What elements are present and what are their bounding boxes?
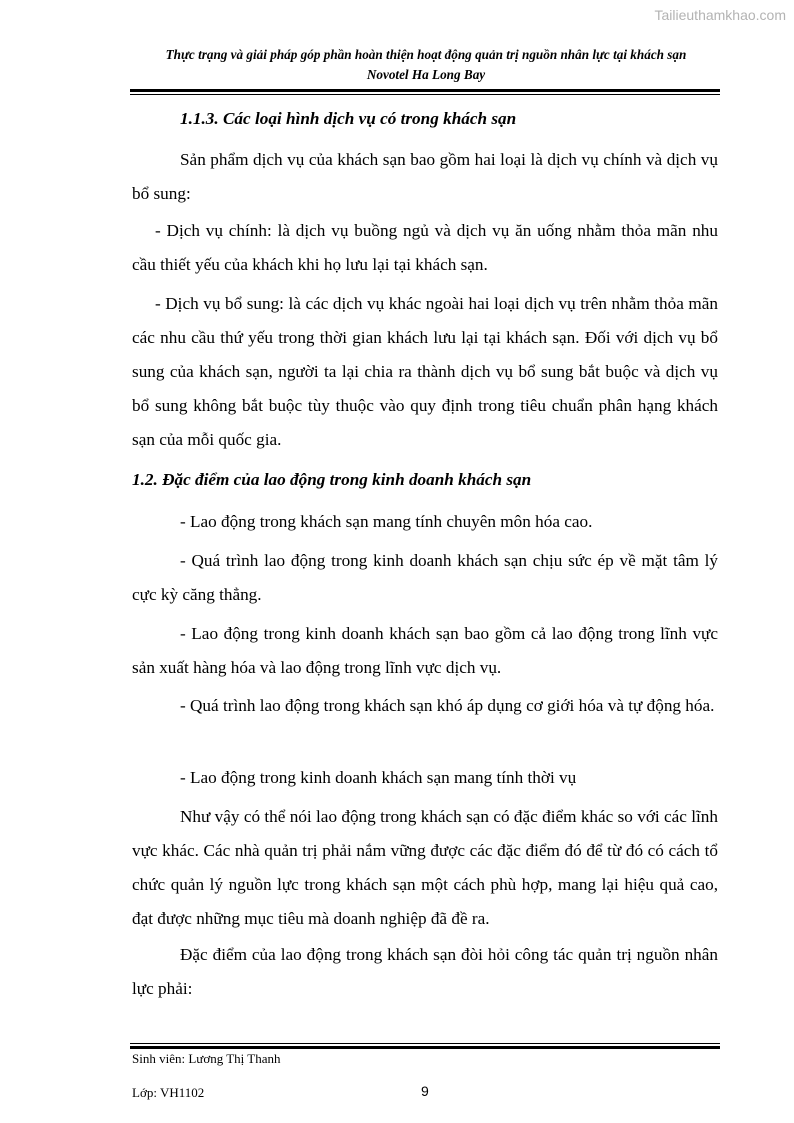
running-header <box>128 45 724 85</box>
header-line-2: Novotel Ha Long Bay <box>366 67 486 82</box>
bullet-specialization: - Lao động trong khách sạn mang tính chuyên môn hóa cao. <box>180 512 593 531</box>
section-heading-1-2: 1.2. Đặc điểm của lao động trong kinh doanh khách sạn <box>132 470 532 489</box>
header-rule-thick <box>130 89 720 92</box>
paragraph-requirements: Đặc điểm của lao động trong khách sạn đòi hỏi công tác quản trị nguồn nhân lực phải: <box>132 945 718 998</box>
paragraph-services-intro: Sản phẩm dịch vụ của khách sạn bao gồm hai loại là dịch vụ chính và dịch vụ bổ sung: <box>132 150 718 203</box>
paragraph-supplementary-services: - Dịch vụ bổ sung: là các dịch vụ khác ngoài hai loại dịch vụ trên nhằm thỏa mãn các nhu cầu thứ yếu trong thời gian khách lưu lại tại khách sạn. Đối với dịch vụ bổ sung của khách sạn, người ta lại chia ra thành dịch vụ bổ sung bắt buộc và dịch vụ bổ sung không bắt buộc tùy thuộc vào quy định trong tiêu chuẩn phân hạng khách sạn của mỗi quốc gia. <box>132 294 718 449</box>
watermark: Tailieuthamkhao.com <box>654 7 786 23</box>
paragraph-main-services: - Dịch vụ chính: là dịch vụ buồng ngủ và dịch vụ ăn uống nhằm thỏa mãn nhu cầu thiết yếu của khách khi họ lưu lại tại khách sạn. <box>132 221 718 274</box>
footer-rule-thin <box>130 1043 720 1044</box>
section-heading-1-1-3: 1.1.3. Các loại hình dịch vụ có trong khách sạn <box>180 109 517 128</box>
footer-class: Lớp: VH1102 <box>132 1085 205 1100</box>
page-number: 9 <box>421 1083 429 1099</box>
bullet-seasonal: - Lao động trong kinh doanh khách sạn mang tính thời vụ <box>180 768 577 787</box>
footer-rule-thick <box>130 1046 720 1049</box>
footer-student: Sinh viên: Lương Thị Thanh <box>132 1051 281 1066</box>
paragraph-conclusion: Như vậy có thể nói lao động trong khách sạn có đặc điểm khác so với các lĩnh vực khác. Các nhà quản trị phải nắm vững được các đặc điểm đó để từ đó có cách tổ chức quản lý nguồn lực trong khách sạn một cách phù hợp, mang lại hiệu quả cao, đạt được những mục tiêu mà doanh nghiệp đã đề ra. <box>132 807 718 928</box>
bullet-psychological-pressure: - Quá trình lao động trong kinh doanh khách sạn chịu sức ép về mặt tâm lý cực kỳ căng thẳng. <box>132 551 718 604</box>
bullet-mechanization: - Quá trình lao động trong khách sạn khó áp dụng cơ giới hóa và tự động hóa. <box>180 696 715 715</box>
header-line-1: Thực trạng và giải pháp góp phần hoàn thiện hoạt động quản trị nguồn nhân lực tại khách sạn <box>165 47 687 62</box>
bullet-production-and-service: - Lao động trong kinh doanh khách sạn bao gồm cả lao động trong lĩnh vực sản xuất hàng hóa và lao động trong lĩnh vực dịch vụ. <box>132 624 718 677</box>
header-rule-thin <box>130 94 720 95</box>
